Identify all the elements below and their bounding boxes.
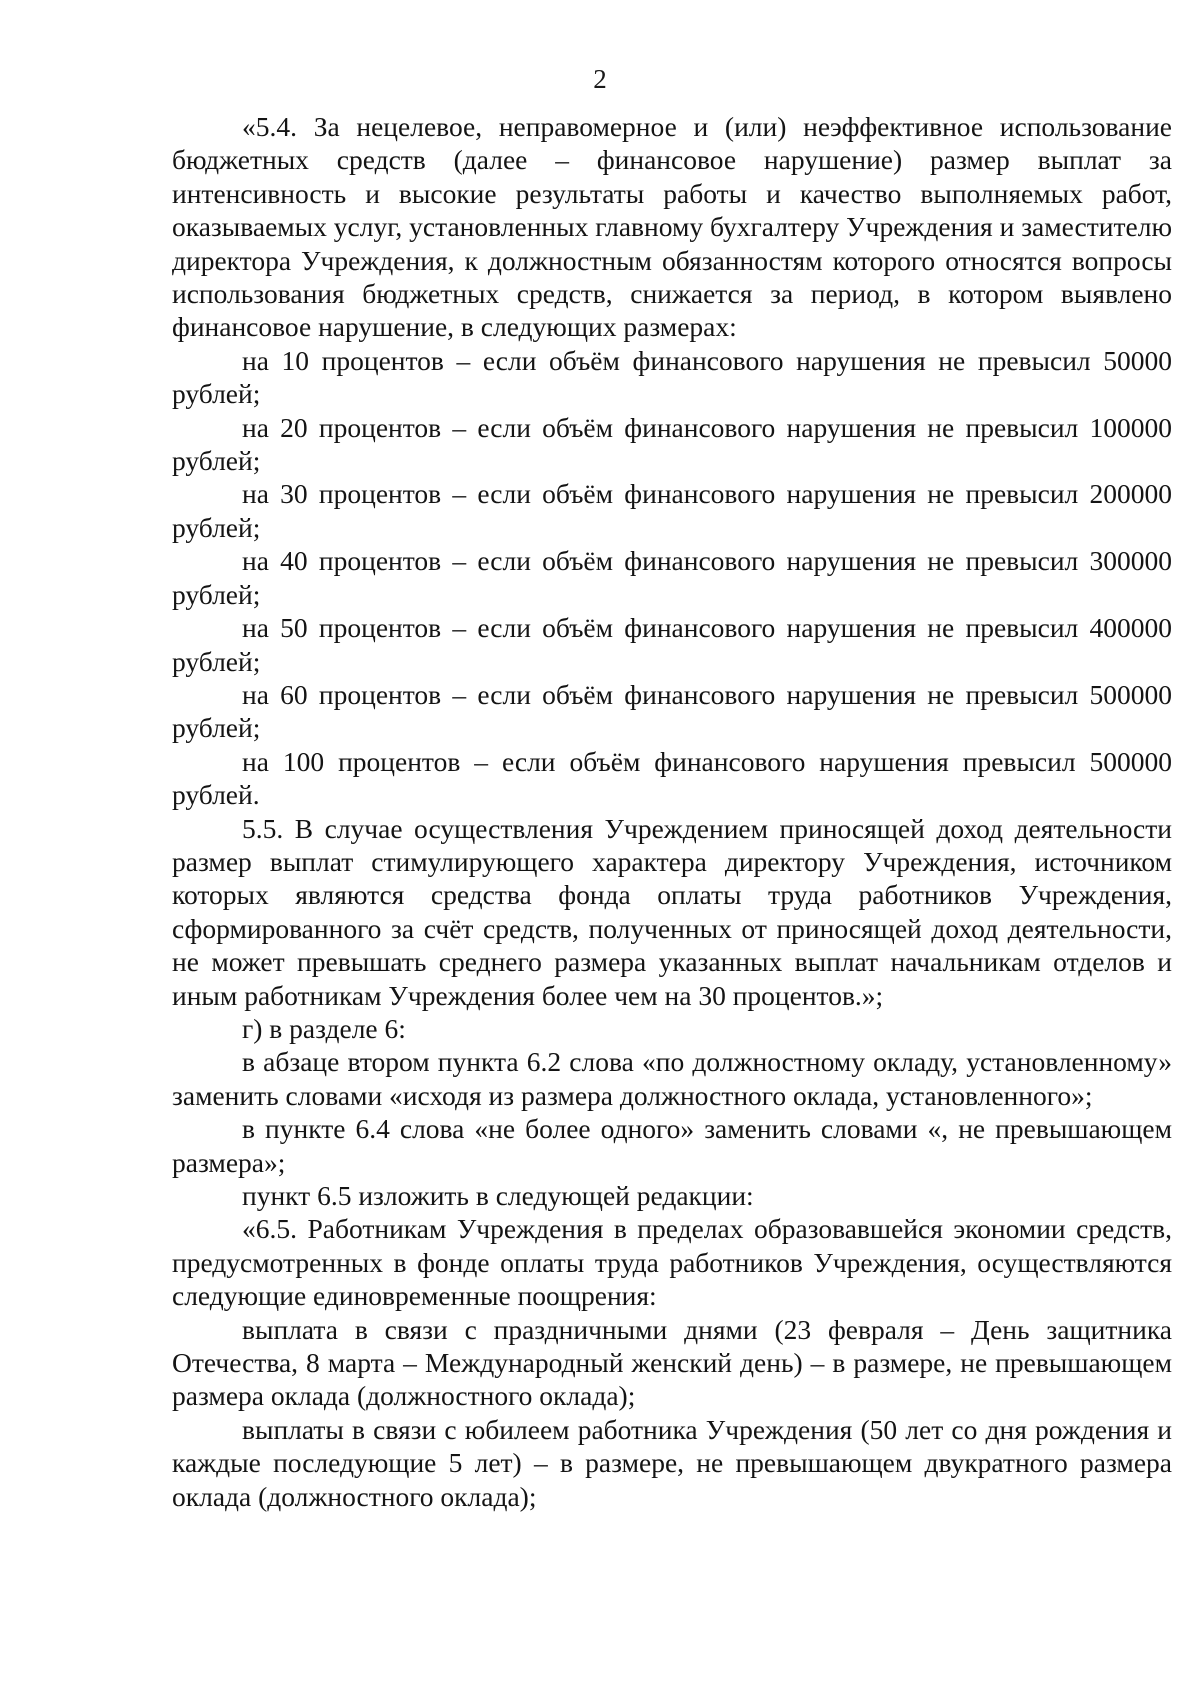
- paragraph-5-4: «5.4. За нецелевое, неправомерное и (или) неэффективное использование бюджетных средств (далее – финансовое нарушение) размер выплат за интенсивность и высокие результаты работы и качество выполняемых работ, оказываемых услуг, установленных главному бухгалтеру Учреждения и заместителю директора Учреждения, к должностным обязанностям которого относятся вопросы использования бюджетных средств, снижается за период, в котором выявлено финансовое нарушение, в следующих размерах:: [172, 111, 1172, 343]
- section-6-heading: г) в разделе 6:: [242, 1012, 406, 1044]
- list-item-50-percent: на 50 процентов – если объём финансового нарушения не превысил 400000 рублей;: [172, 612, 1172, 677]
- list-item-60-percent: на 60 процентов – если объём финансового нарушения не превысил 500000 рублей;: [172, 678, 1172, 744]
- document-body: [172, 110, 1172, 1513]
- paragraph-5-5: 5.5. В случае осуществления Учреждением приносящей доход деятельности размер выплат стимулирующего характера директору Учреждения, источником которых являются средства фонда оплаты труда работников Учреждения, сформированного за счёт средств, полученных от приносящей доход деятельности, не может превышать среднего размера указанных выплат начальникам отделов и иным работникам Учреждения более чем на 30 процентов.»;: [172, 812, 1172, 1011]
- paragraph-6-5: «6.5. Работникам Учреждения в пределах образовавшейся экономии средств, предусмотренных в фонде оплаты труда работников Учреждения, осуществляются следующие единовременные поощрения:: [172, 1213, 1172, 1312]
- amendment-6-4: в пункте 6.4 слова «не более одного» заменить словами «, не превышающем размера»;: [172, 1113, 1172, 1178]
- amendment-6-2: в абзаце втором пункта 6.2 слова «по должностному окладу, установленному» заменить словами «исходя из размера должностного оклада, установленного»;: [172, 1046, 1172, 1111]
- list-item-20-percent: на 20 процентов – если объём финансового нарушения не превысил 100000 рублей;: [172, 411, 1172, 477]
- page-number: 2: [593, 64, 607, 94]
- list-item-10-percent: на 10 процентов – если объём финансового нарушения не превысил 50000 рублей;: [172, 344, 1172, 410]
- holiday-payment-item: выплата в связи с праздничными днями (23 февраля – День защитника Отечества, 8 марта – Международный женский день) – в размере, не превышающем размера оклада (должностного оклада);: [172, 1313, 1172, 1412]
- list-item-40-percent: на 40 процентов – если объём финансового нарушения не превысил 300000 рублей;: [172, 545, 1172, 610]
- list-item-30-percent: на 30 процентов – если объём финансового нарушения не превысил 200000 рублей;: [172, 478, 1172, 543]
- amendment-6-5-intro: пункт 6.5 изложить в следующей редакции:: [242, 1180, 754, 1211]
- list-item-100-percent: на 100 процентов – если объём финансового нарушения превысил 500000 рублей.: [172, 745, 1172, 811]
- anniversary-payment-item: выплаты в связи с юбилеем работника Учреждения (50 лет со дня рождения и каждые последующие 5 лет) – в размере, не превышающем двукратного размера оклада (должностного оклада);: [172, 1413, 1172, 1512]
